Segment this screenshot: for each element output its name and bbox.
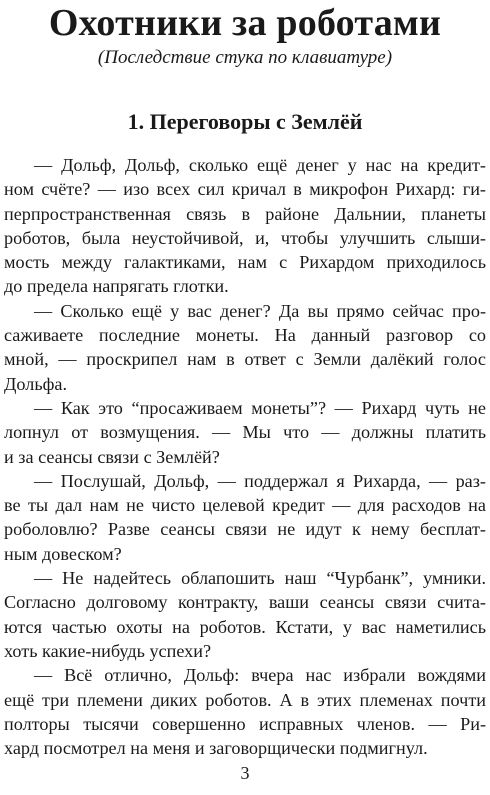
paragraph (4, 396, 486, 469)
text-line: ном счёте? — изо всех сил кричал в микрофон Рихард: ги- (4, 179, 486, 200)
text-line: — Послушай, Дольф, — поддержал я Рихарда, — раз- (34, 470, 486, 491)
text-line: мной, — проскрипел нам в ответ с Земли далёкий голос (4, 349, 486, 370)
body-text (4, 153, 486, 760)
text-line: хоть какие-нибудь успехи? (4, 640, 212, 661)
text-line: перпространственная связь в районе Дальнии, планеты (4, 203, 486, 224)
text-line: — Сколько ещё у вас денег? Да вы прямо сейчас про- (34, 300, 486, 321)
paragraph (4, 663, 486, 760)
text-line: ются частью охоты на роботов. Кстати, у вас наметились (4, 616, 486, 637)
text-line: лопнул от возмущения. — Мы что — должны платить (4, 422, 486, 443)
text-line: роболовлю? Разве сеансы связи не идут к нему бесплат- (4, 519, 486, 540)
text-line: роботов, была неустойчивой, и, чтобы улучшить слыши- (4, 227, 486, 248)
text-line: — Дольф, Дольф, сколько ещё денег у нас на кредит- (34, 155, 486, 175)
page-number: 3 (240, 763, 250, 783)
paragraph (4, 566, 486, 663)
text-line: ещё три племени диких роботов. А в этих племенах почти (4, 689, 486, 710)
paragraph (4, 153, 486, 299)
book-subtitle: (Последствие стука по клавиатуре) (97, 47, 393, 68)
text-line: полторы тысячи совершенно исправных членов. — Ри- (4, 713, 486, 734)
paragraph (4, 469, 486, 566)
text-line: хард посмотрел на меня и заговорщически подмигнул. (4, 738, 428, 759)
paragraph (4, 299, 486, 396)
text-line: ным довеском? (4, 543, 122, 564)
book-title: Охотники за роботами (48, 2, 442, 44)
text-line: — Всё отлично, Дольф: вчера нас избрали вождями (34, 665, 486, 686)
text-line: — Не надейтесь облапошить наш “Чурбанк”, умники. (34, 568, 486, 589)
text-line: ве ты дал нам не чисто целевой кредит — для расходов на (4, 495, 486, 516)
text-line: и за сеансы связи с Землёй? (4, 446, 220, 467)
text-line: саживаете последние монеты. На данный разговор со (4, 325, 486, 346)
chapter-heading: 1. Переговоры с Землёй (127, 109, 363, 134)
text-line: Согласно долговому контракту, ваши сеансы связи счита- (4, 592, 486, 613)
text-line: Дольфа. (4, 373, 68, 394)
text-line: мость между галактиками, нам с Рихардом приходилось (4, 252, 486, 273)
text-line: до предела напрягать глотки. (4, 276, 229, 297)
text-line: — Как это “просаживаем монеты”? — Рихард чуть не (34, 397, 486, 418)
